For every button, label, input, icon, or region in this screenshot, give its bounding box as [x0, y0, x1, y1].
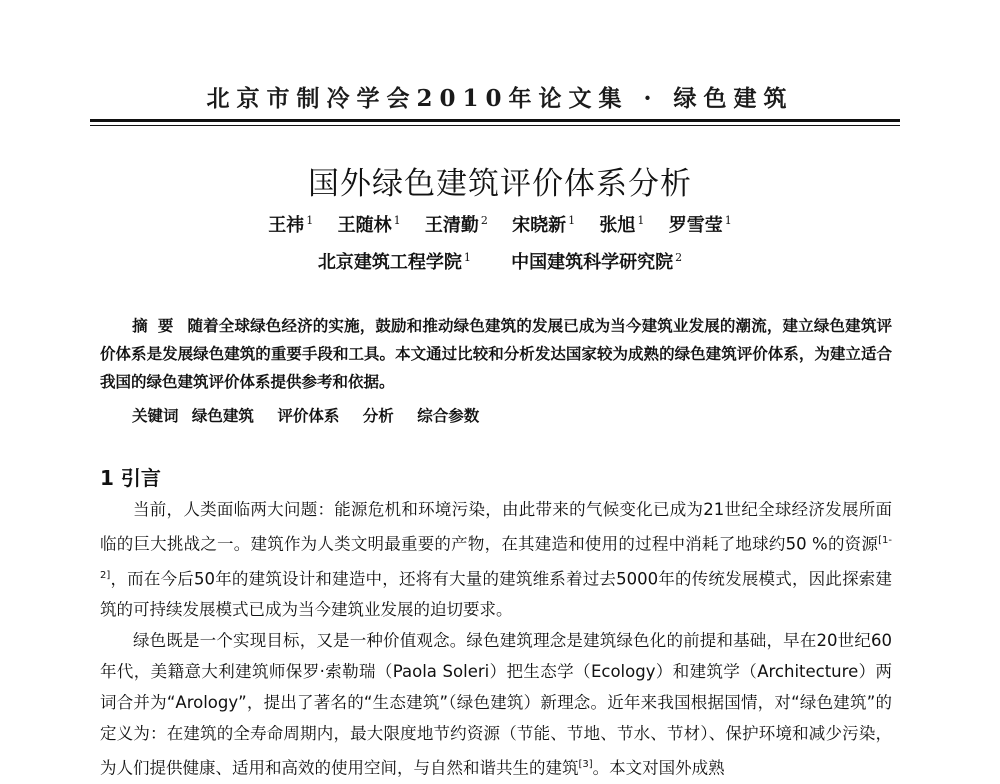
keywords — [132, 404, 892, 426]
affiliation-list — [0, 248, 1000, 274]
author: 罗雪莹 $^1$ — [668, 214, 732, 236]
keyword: 绿色建筑 — [191, 406, 254, 425]
citation: [3] — [578, 759, 593, 770]
abstract — [100, 312, 892, 396]
paper-title: 国外绿色建筑评价体系分析 — [308, 166, 692, 202]
abstract-text: 随着全球绿色经济的实施，鼓励和推动绿色建筑的发展已成为当今建筑业发展的潮流，建立绿色建筑评价体系是发展绿色建筑的重要手段和工具。本文通过比较和分析发达国家较为成熟的绿色建筑评价体系，为建立适合我国的绿色建筑评价体系提供参考和依据。 — [100, 316, 892, 391]
citation: [1-2] — [100, 535, 892, 581]
section-body — [100, 494, 892, 784]
author-list — [0, 211, 1000, 237]
author: 宋晓新 $^1$ — [512, 214, 576, 236]
body-paragraph: 绿色既是一个实现目标，又是一种价值观念。绿色建筑理念是建筑绿色化的前提和基础，早在20世纪60年代，美籍意大利建筑师保罗·索勒瑞（Paola Soleri）把生态学（Ecology）和建筑学（Architecture）两词合并为“Arology”，提出了著名的“生态建筑”（绿色建筑）新理念。近年来我国根据国情，对“绿色建筑”的定义为：在建筑的全寿命周期内，最大限度地节约资源（节能、节地、节水、节材）、保护环境和减少污染，为人们提供健康、适用和高效的使用空间，与自然和谐共生的建筑[3]。本文对国外成熟 — [100, 631, 892, 778]
author: 王清勤 $^2$ — [424, 214, 488, 236]
header-rule-thin — [90, 125, 900, 126]
affiliation: 中国建筑科学研究院 $^2$ — [511, 251, 683, 273]
author: 王祎 $^1$ — [268, 214, 314, 236]
keyword: 评价体系 — [277, 406, 340, 425]
running-header: 北京市制冷学会2010年论文集 · 绿色建筑 — [206, 85, 794, 112]
author: 王随林 $^1$ — [337, 214, 401, 236]
abstract-label: 摘要 — [132, 317, 184, 335]
author: 张旭 $^1$ — [599, 214, 645, 236]
keywords-label: 关键词 — [132, 407, 179, 425]
keyword: 分析 — [362, 406, 394, 425]
section-heading: 1 引言 — [100, 466, 161, 490]
body-paragraph: 当前，人类面临两大问题：能源危机和环境污染，由此带来的气候变化已成为21世纪全球经济发展所面临的巨大挑战之一。建筑作为人类文明最重要的产物，在其建造和使用的过程中消耗了地球约50 %的资源[1-2]，而在今后50年的建筑设计和建造中，还将有大量的建筑维系着过去5000年的传统发展模式，因此探索建筑的可持续发展模式已成为当今建筑业发展的迫切要求。 — [100, 500, 892, 619]
keyword: 综合参数 — [417, 406, 480, 425]
affiliation: 北京建筑工程学院 $^1$ — [317, 251, 471, 273]
header-rule-thick — [90, 119, 900, 122]
